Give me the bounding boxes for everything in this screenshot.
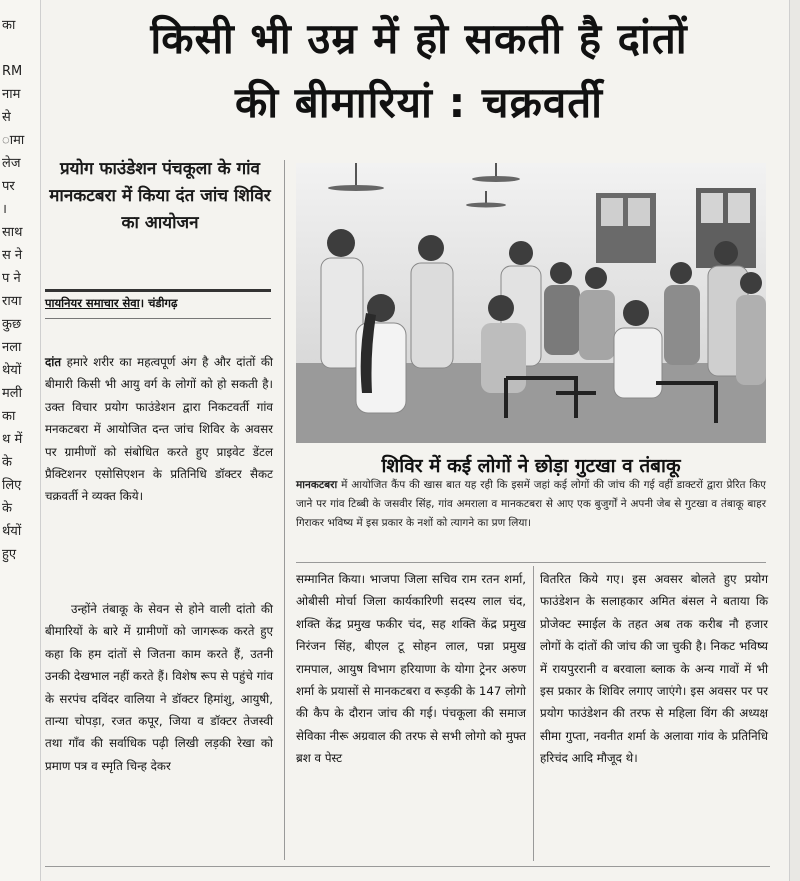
article-column-3: वितरित किये गए। इस अवसर बोलते हुए प्रयोग फाउंडेशन के सलाहकार अमित बंसल ने बताया कि प्रोजेक्ट स्माईल के तहत अब तक करीब नौ हजार लोगों के दांतों की जांच की जा चुकी है। निकट भविष्य में रायपुररानी व बरवाला ब्लाक के अन्य गावों में भी इस प्रकार के शिविर लगाए जाएंगे। इस अवसर पर पर प्रयोग फाउंडेशन की तरफ से महिला विंग की अध्यक्ष सीमा गुप्ता, नवनीत शर्मा के अलावा गांव के प्रतिनिधि हरिचंद आदि मौजूद थे। (540, 572, 768, 766)
photo-caption-title: शिविर में कई लोगों ने छोड़ा गुटखा व तंबाकू (381, 455, 681, 477)
photo-caption (296, 476, 766, 533)
byline-separator: । (139, 296, 145, 310)
camp-photo (296, 163, 766, 443)
adjacent-text-fragment: स ने (2, 248, 23, 263)
adjacent-column-edge (789, 0, 800, 881)
adjacent-text-fragment (2, 37, 40, 60)
adjacent-column-fragment (0, 0, 41, 881)
byline-agency: पायनियर समाचार सेवा (45, 296, 140, 310)
adjacent-text-fragment: मली (2, 386, 22, 401)
headline-line-2: की बीमारियां : चक्रवर्ती (234, 78, 604, 127)
article-column-2: सम्मानित किया। भाजपा जिला सचिव राम रतन शर्मा, ओबीसी मोर्चा जिला कार्यकारिणी सदस्य लाल चंद, शक्ति केंद्र प्रमुख फकीर चंद, सह शक्ति केंद्र प्रमुख निरंजन सिंह, बीएल टू सोहन लाल, पन्ना प्रमुख रामपाल, आयुष विभाग हरियाणा के योगा ट्रेनर अरुण शर्मा के प्रयासों से मानकटबरा व रूड़की के 147 लोगो की कैप के दौरान जांच की गई। पंचकूला की समाज सेविका नीरू अग्रवाल की तरफ से सभी लोगो को मुफ्त ब्रश व पेस्ट (296, 572, 526, 766)
adjacent-text-fragment: र्थयों (2, 524, 22, 539)
adjacent-text-fragment: थेयों (2, 363, 22, 378)
adjacent-text-fragment: से (2, 110, 11, 125)
adjacent-text-fragment: लिए (2, 478, 22, 493)
article-paragraph-1-text: हमारे शरीर का महत्वपूर्ण अंग है और दांतों की बीमारी किसी भी आयु वर्ग के लोगों को हो सकती है। उक्त विचार प्रयोग फाउंडेशन द्वारा निकटवर्ती गांव मनकटबरा में आयोजित दन्त जांच शिविर के अवसर पर ग्रामीणों को संबोधित करते हुए प्राइवेट डेंटल प्रैक्टिशनर एसोसिएशन के प्रतिनिधि डॉक्टर सैकट चक्रवर्ती ने व्यक्त किये। (45, 355, 273, 504)
bottom-rule (45, 866, 770, 867)
byline-city: चंडीगढ़ (148, 296, 178, 310)
adjacent-text-fragment: के (2, 455, 12, 470)
adjacent-text-fragment: प ने (2, 271, 21, 286)
photo-caption-text: में आयोजित कैंप की खास बात यह रही कि इसमें जहां कई लोगों की जांच की गई वहीं डाक्टरों द्वारा प्रेरित किए जाने पर गांव टिब्बी के जसवीर सिंह, गांव अमराला व मानकटबरा से आए एक बुजुर्गों ने अपनी जेब से गुटखा व तंबाकू बाहर गिराकर भविष्य में इस प्रकार के नशों को त्यागने का प्रण लिया। (296, 479, 766, 529)
adjacent-text-fragment: RM (2, 64, 23, 79)
column-divider-1 (284, 160, 285, 860)
adjacent-text-fragment: कुछ (2, 317, 22, 332)
adjacent-text-fragment: लेज (2, 156, 21, 171)
headline-line-1: किसी भी उम्र में हो सकती है दांतों (150, 14, 688, 63)
caption-divider (296, 562, 766, 563)
adjacent-text-fragment: हुए (2, 547, 17, 562)
column-divider-2 (533, 566, 534, 861)
subheading: प्रयोग फाउंडेशन पंचकूला के गांव मानकटबरा में किया दंत जांच शिविर का आयोजन (49, 159, 271, 233)
adjacent-text-fragment: का (2, 18, 16, 33)
adjacent-text-fragment: पर (2, 179, 15, 194)
subheading-rule (45, 289, 271, 292)
article-paragraph-1 (45, 351, 273, 508)
adjacent-text-fragment: । (2, 202, 7, 217)
adjacent-text-fragment: का (2, 409, 16, 424)
photo-caption-lead: मानकटबरा (296, 479, 338, 491)
adjacent-text-fragment: नाम (2, 87, 21, 102)
article-paragraph-2-text: उन्होंने तंबाकू के सेवन से होने वाली दांतो की बीमारियों के बारे में ग्रामीणों को जागरूक करते हुए कहा कि हम दांतों से जितना काम करते हैं, उतनी उनकी देखभाल नहीं करते हैं। विशेष रूप से पहुंचे गांव के सरपंच दविंदर वालिया ने डॉक्टर हिमांशु, आयुषी, तान्या चोपड़ा, रजत कपूर, जिया व डॉक्टर तेजस्वी तथा गाँव की सर्वाधिक पढ़ी लिखी लड़की रेखा को प्रमाण पत्र व स्मृति चिन्ह देकर (45, 602, 273, 773)
byline (45, 296, 275, 311)
adjacent-text-fragment: के (2, 501, 12, 516)
adjacent-text-fragment: थ में (2, 432, 23, 447)
adjacent-text-fragment: नला (2, 340, 22, 355)
adjacent-text-fragment: राया (2, 294, 22, 309)
adjacent-text-fragment: ामा (2, 133, 25, 148)
byline-rule (45, 318, 271, 319)
adjacent-text-fragment: साथ (2, 225, 23, 240)
article-paragraph-2 (45, 598, 273, 777)
camp-photo-scene (296, 163, 766, 443)
dropcap-word: दांत (45, 355, 62, 369)
